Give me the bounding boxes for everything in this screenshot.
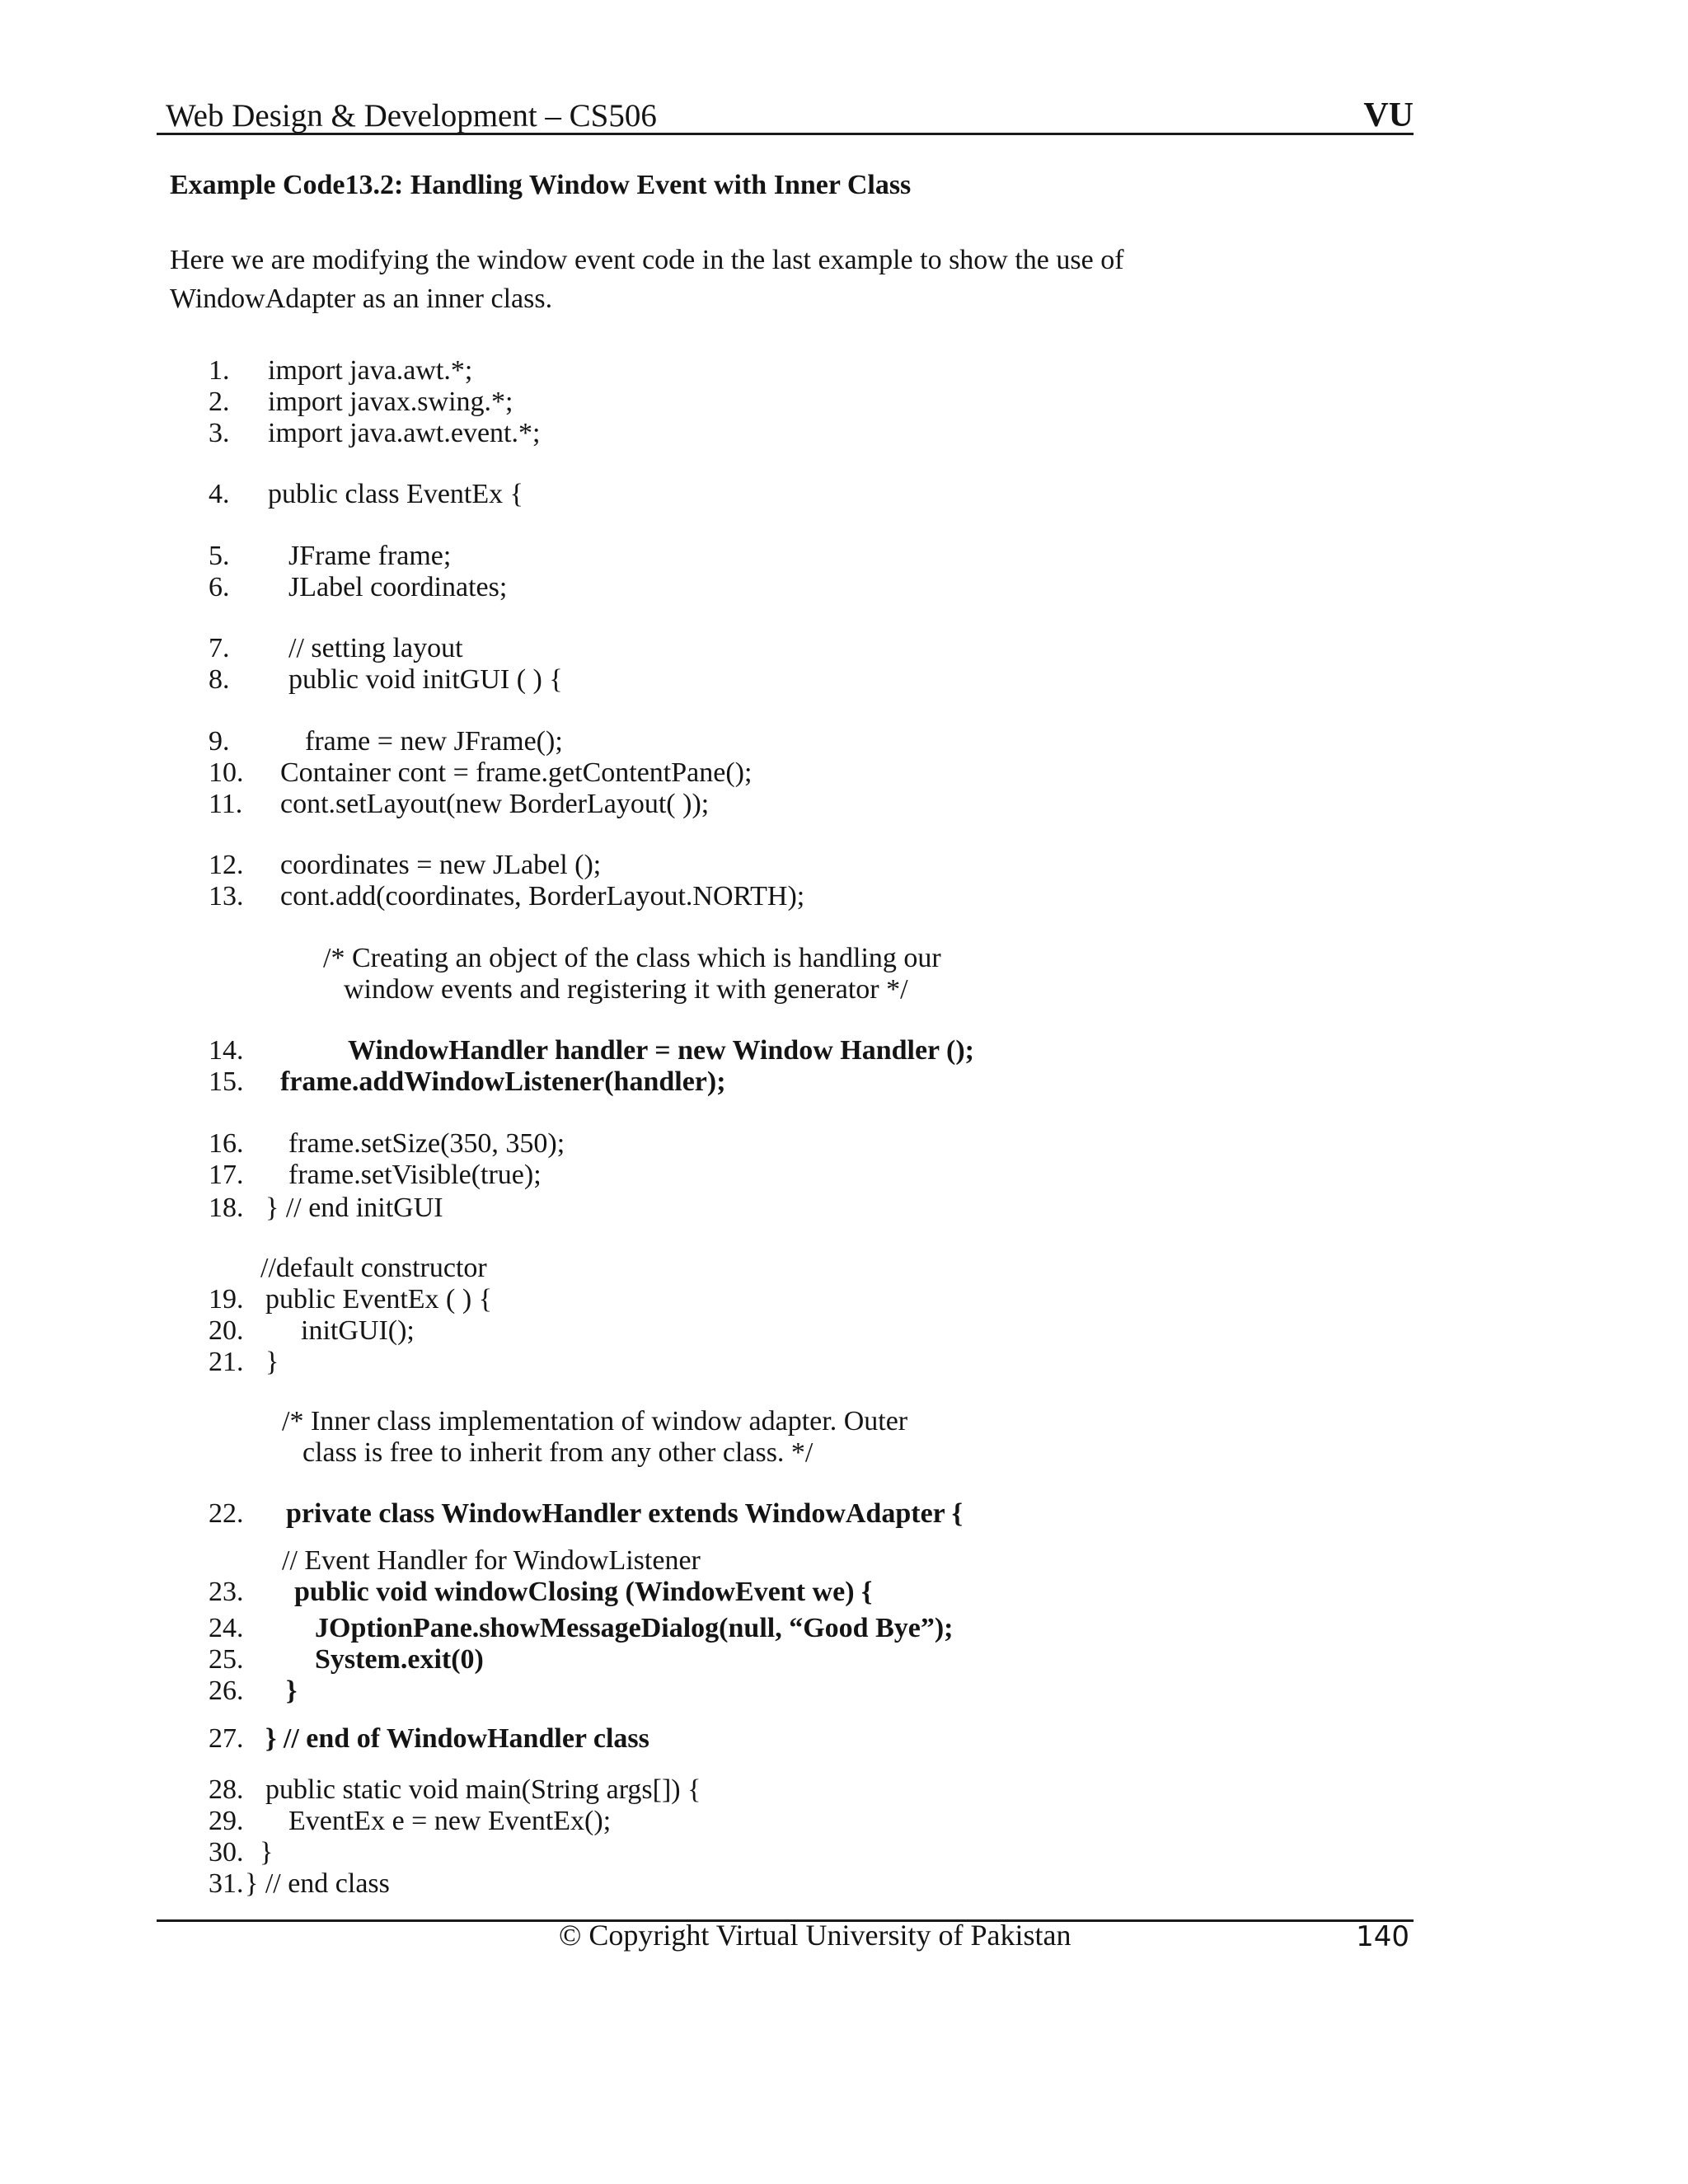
line-number: 28. (209, 1774, 244, 1805)
line-number: 24. (209, 1613, 244, 1643)
intro-line: Here we are modifying the window event code in the last example to show the use of (170, 245, 1124, 275)
line-number: 7. (209, 633, 230, 663)
footer-copyright: © Copyright Virtual University of Pakistan (559, 1919, 1071, 1952)
code-line: } // end of WindowHandler class (265, 1723, 649, 1754)
code-line: System.exit(0) (315, 1644, 484, 1675)
line-number: 30. (209, 1837, 244, 1868)
header-course-title: Web Design & Development – CS506 (166, 98, 657, 134)
line-number: 29. (209, 1806, 244, 1836)
line-number: 19. (209, 1284, 244, 1315)
code-comment: window events and registering it with generator */ (344, 974, 908, 1005)
code-line: public void initGUI ( ) { (288, 664, 563, 695)
code-line: Container cont = frame.getContentPane(); (280, 757, 753, 788)
line-number: 16. (209, 1128, 244, 1159)
code-line: } // end class (245, 1868, 390, 1899)
line-number: 27. (209, 1723, 244, 1754)
line-number: 22. (209, 1498, 244, 1529)
code-line: JOptionPane.showMessageDialog(null, “Good Bye”); (315, 1613, 954, 1643)
code-line: frame.setSize(350, 350); (288, 1128, 565, 1159)
code-line: initGUI(); (301, 1315, 415, 1346)
line-number: 8. (209, 664, 230, 695)
code-line: import java.awt.*; (268, 355, 473, 386)
code-line: cont.setLayout(new BorderLayout( )); (280, 789, 710, 819)
line-number: 13. (209, 881, 244, 912)
code-line: JFrame frame; (288, 541, 452, 571)
code-line: } (265, 1347, 279, 1377)
line-number: 26. (209, 1675, 244, 1706)
code-line: import javax.swing.*; (268, 387, 513, 417)
code-line: private class WindowHandler extends WindowAdapter { (286, 1498, 964, 1529)
code-line: } (260, 1837, 274, 1868)
code-comment: // Event Handler for WindowListener (282, 1545, 701, 1576)
code-line: frame.addWindowListener(handler); (280, 1066, 726, 1097)
line-number: 2. (209, 387, 230, 417)
line-number: 14. (209, 1035, 244, 1066)
code-line: public class EventEx { (268, 479, 523, 509)
header-brand: VU (1363, 96, 1414, 134)
code-line: coordinates = new JLabel (); (280, 850, 602, 880)
code-line: WindowHandler handler = new Window Handler (); (348, 1035, 974, 1066)
line-number: 23. (209, 1577, 244, 1607)
intro-line: WindowAdapter as an inner class. (170, 284, 553, 314)
code-comment: class is free to inherit from any other class. */ (302, 1437, 814, 1468)
code-line: import java.awt.event.*; (268, 418, 541, 448)
line-number: 17. (209, 1160, 244, 1190)
code-comment: /* Inner class implementation of window adapter. Outer (282, 1406, 908, 1436)
code-line: } (286, 1675, 298, 1706)
line-number: 21. (209, 1347, 244, 1377)
line-number: 15. (209, 1066, 244, 1097)
line-number: 25. (209, 1644, 244, 1675)
line-number: 1. (209, 355, 230, 386)
example-title: Example Code13.2: Handling Window Event with Inner Class (170, 170, 912, 200)
line-number: 20. (209, 1315, 244, 1346)
code-line: public static void main(String args[]) { (265, 1774, 701, 1805)
line-number: 5. (209, 541, 230, 571)
code-comment: //default constructor (260, 1253, 487, 1283)
page-number: 140 (1356, 1920, 1409, 1953)
code-line: public void windowClosing (WindowEvent we) { (294, 1577, 873, 1607)
line-number: 4. (209, 479, 230, 509)
line-number: 10. (209, 757, 244, 788)
code-line: frame = new JFrame(); (305, 726, 563, 757)
code-line: JLabel coordinates; (288, 572, 508, 602)
line-number: 9. (209, 726, 230, 757)
code-line: public EventEx ( ) { (265, 1284, 493, 1315)
line-number: 3. (209, 418, 230, 448)
code-line: cont.add(coordinates, BorderLayout.NORTH); (280, 881, 805, 912)
line-number: 31. (209, 1868, 244, 1899)
line-number: 11. (209, 789, 243, 819)
code-line: frame.setVisible(true); (288, 1160, 542, 1190)
line-number: 12. (209, 850, 244, 880)
line-number: 6. (209, 572, 230, 602)
line-number: 18. (209, 1193, 244, 1223)
code-line: EventEx e = new EventEx(); (288, 1806, 612, 1836)
code-comment: /* Creating an object of the class which is handling our (323, 943, 941, 973)
code-line: } // end initGUI (265, 1193, 443, 1223)
code-comment: // setting layout (288, 633, 463, 663)
